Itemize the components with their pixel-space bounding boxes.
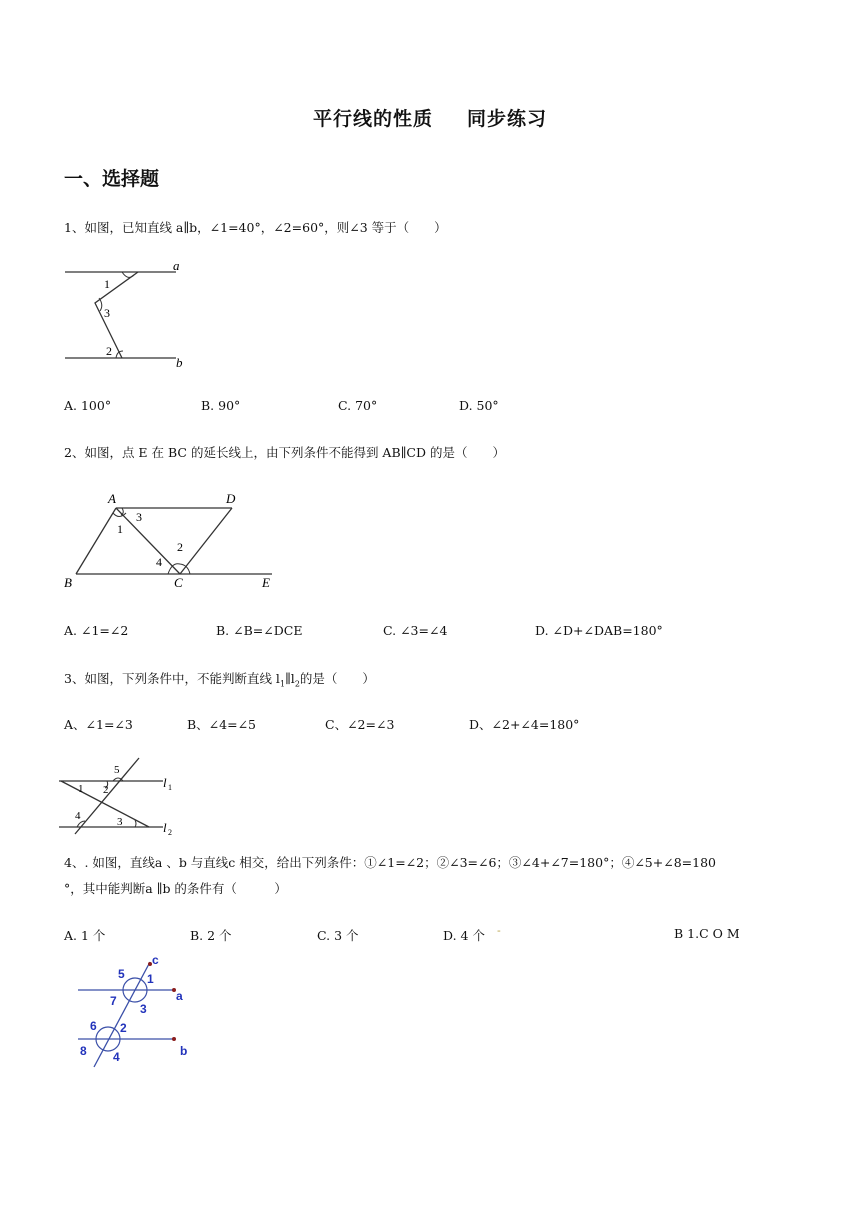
fig2-label-2: 2 <box>177 540 183 554</box>
question-4-stem-line-2: °，其中能判断a ∥b 的条件有（ ） <box>64 881 287 896</box>
fig4-label-3: 3 <box>140 1002 147 1016</box>
q3-option-b[interactable]: B、∠4=∠5 <box>187 717 257 732</box>
fig2-label-E: E <box>262 575 270 590</box>
q3-stem-end: 的是（ ） <box>299 671 375 686</box>
question-3-figure <box>55 754 185 838</box>
fig4-label-a: a <box>176 989 183 1003</box>
q1-option-c[interactable]: C. 70° <box>338 398 378 413</box>
question-3-stem <box>64 669 375 689</box>
q2-option-a[interactable]: A. ∠1=∠2 <box>64 623 129 638</box>
q4-option-c[interactable]: C. 3 个 <box>317 928 359 943</box>
question-2-figure <box>60 487 280 592</box>
fig1-label-b: b <box>176 355 183 370</box>
fig2-label-4: 4 <box>156 555 162 569</box>
question-1-figure <box>60 255 195 375</box>
title-sub: 同步练习 <box>467 108 548 130</box>
fig3-label-l-top: l <box>163 775 167 790</box>
q3-option-c[interactable]: C、∠2=∠3 <box>325 717 395 732</box>
q4-option-d[interactable]: D. 4 个 <box>443 928 485 943</box>
fig4-label-c: c <box>152 953 159 967</box>
fig4-label-8: 8 <box>80 1044 87 1058</box>
q1-option-a[interactable]: A. 100° <box>64 398 112 413</box>
q3-stem-sub-1: 1 <box>279 679 286 689</box>
fig3-label-sub-2: 2 <box>168 828 172 837</box>
q2-option-c[interactable]: C. ∠3=∠4 <box>383 623 448 638</box>
fig3-label-sub-1: 1 <box>168 783 172 792</box>
fig2-label-3: 3 <box>136 510 142 524</box>
q2-option-b[interactable]: B. ∠B=∠DCE <box>216 623 303 638</box>
q3-option-d[interactable]: D、∠2+∠4=180° <box>469 717 580 732</box>
fig2-label-D: D <box>226 491 236 506</box>
fig4-label-b: b <box>180 1044 188 1058</box>
fig3-label-l-bottom: l <box>163 820 167 835</box>
stray-mark: - <box>497 924 501 937</box>
q3-stem-mid: ∥l <box>285 671 295 686</box>
section-heading: 一、选择题 <box>64 168 160 190</box>
fig4-label-6: 6 <box>90 1019 97 1033</box>
fig4-label-5: 5 <box>118 967 125 981</box>
fig1-label-3: 3 <box>104 306 110 320</box>
title-main: 平行线的性质 <box>312 108 433 130</box>
fig2-label-A: A <box>108 491 116 506</box>
fig4-label-2: 2 <box>120 1021 127 1035</box>
fig1-label-a: a <box>173 258 180 273</box>
q3-stem-sub-2: 2 <box>294 679 300 689</box>
q1-option-d[interactable]: D. 50° <box>459 398 499 413</box>
q2-option-d[interactable]: D. ∠D+∠DAB=180° <box>535 623 663 638</box>
fig3-label-5: 5 <box>114 764 120 776</box>
fig1-label-1: 1 <box>104 277 110 291</box>
q3-stem-main: 3、如图，下列条件中，不能判断直线 l <box>64 671 280 686</box>
fig3-label-1: 1 <box>78 783 84 795</box>
q3-option-a[interactable]: A、∠1=∠3 <box>64 717 133 732</box>
fig3-label-3: 3 <box>117 816 123 828</box>
fig2-label-1: 1 <box>117 522 123 536</box>
fig3-label-2: 2 <box>103 784 109 796</box>
fig1-label-2: 2 <box>106 344 112 358</box>
q4-option-a[interactable]: A. 1 个 <box>64 928 106 943</box>
q4-option-b[interactable]: B. 2 个 <box>190 928 232 943</box>
fig2-label-B: B <box>64 575 72 590</box>
page-title <box>0 104 860 131</box>
question-1-stem: 1、如图，已知直线 a∥b，∠1=40°，∠2=60°，则∠3 等于（ ） <box>64 220 447 235</box>
fig4-label-4: 4 <box>113 1050 120 1064</box>
fig4-label-7: 7 <box>110 994 117 1008</box>
fig3-label-4: 4 <box>75 810 81 822</box>
fig4-label-1: 1 <box>147 972 154 986</box>
fig2-label-C: C <box>174 575 183 590</box>
question-2-stem: 2、如图，点 E 在 BC 的延长线上，由下列条件不能得到 AB∥CD 的是（ ） <box>64 445 505 460</box>
question-4-stem-line-1: 4、. 如图，直线a 、b 与直线c 相交，给出下列条件：①∠1=∠2；②∠3=∠6；③∠4+∠7=180°；④∠5+∠8=180 <box>64 855 716 870</box>
watermark-text: B 1.C O M <box>674 926 740 941</box>
question-4-figure <box>72 952 202 1074</box>
q1-option-b[interactable]: B. 90° <box>201 398 241 413</box>
